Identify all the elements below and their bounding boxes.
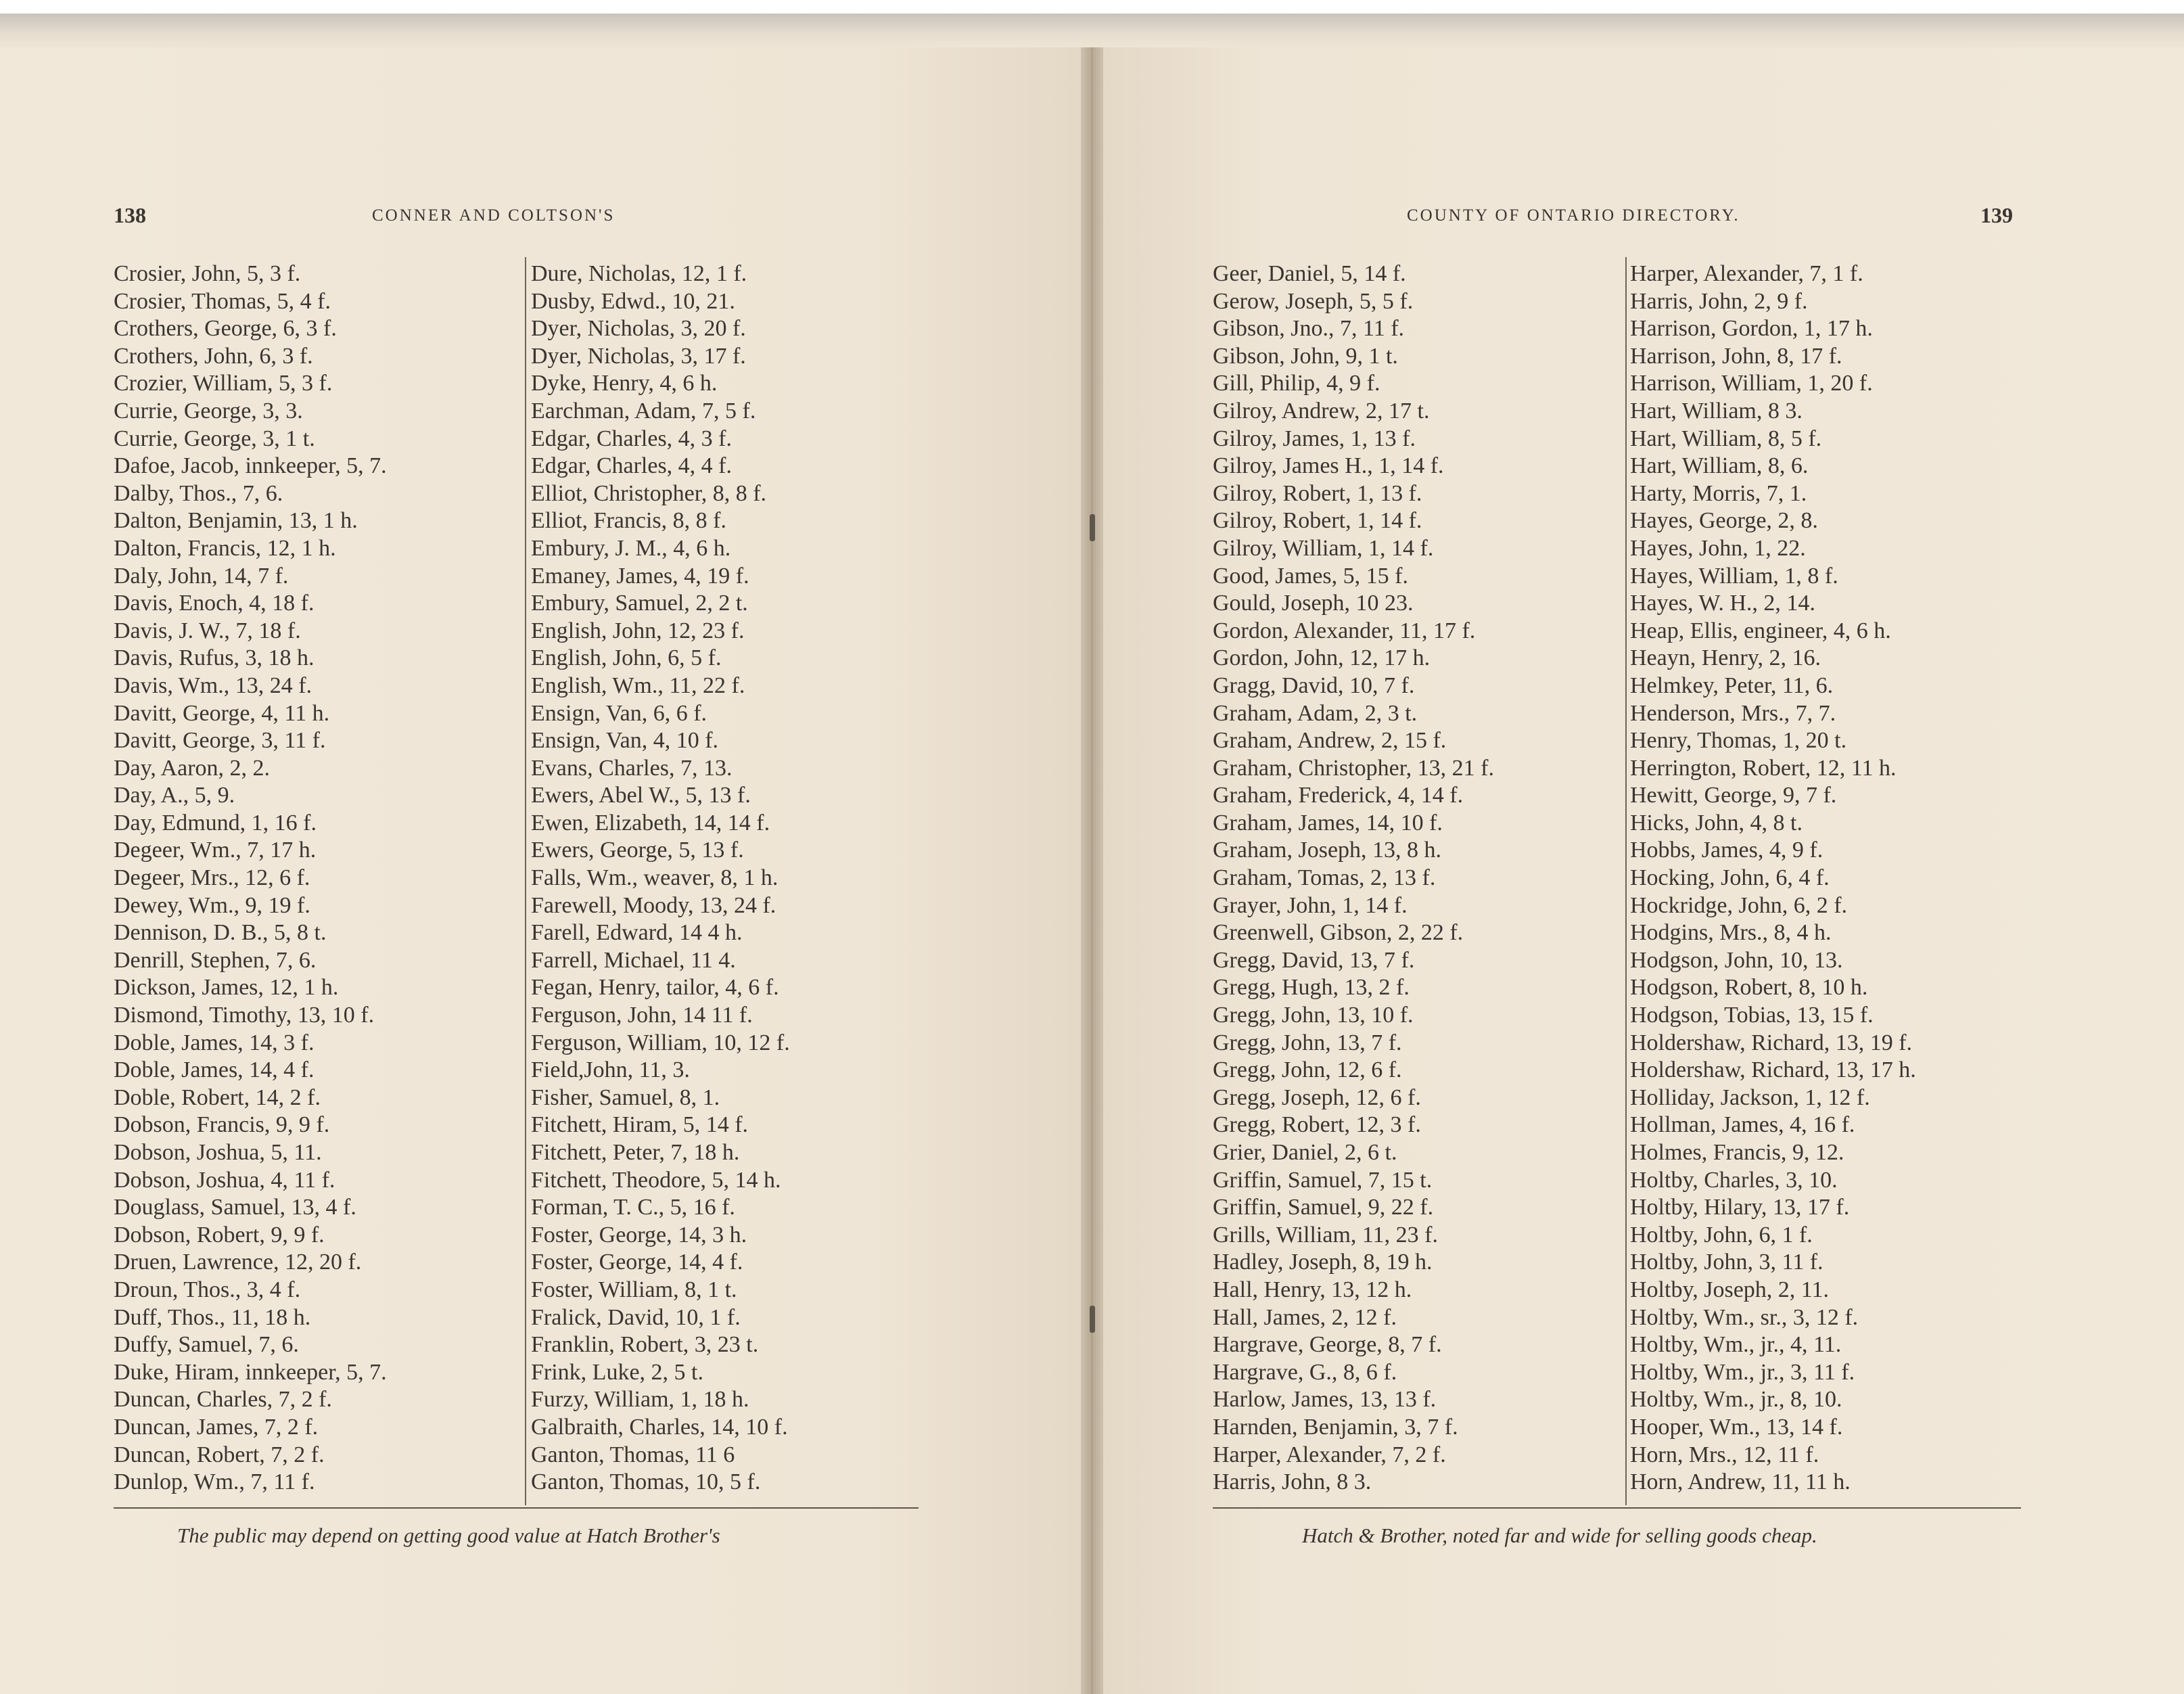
directory-entry: Dafoe, Jacob, innkeeper, 5, 7.: [114, 453, 387, 479]
directory-entry: Dismond, Timothy, 13, 10 f.: [114, 1003, 375, 1028]
directory-entry: Holtby, Wm., sr., 3, 12 f.: [1630, 1304, 1859, 1330]
directory-entry: Heayn, Henry, 2, 16.: [1630, 645, 1821, 671]
directory-entry: Harrison, Gordon, 1, 17 h.: [1630, 316, 1873, 342]
directory-entry: Henry, Thomas, 1, 20 t.: [1630, 728, 1847, 754]
footer-rule-right: [1213, 1507, 2021, 1509]
directory-entry: Farell, Edward, 14 4 h.: [531, 920, 743, 946]
directory-entry: Ganton, Thomas, 10, 5 f.: [531, 1469, 761, 1495]
directory-entry: Gilroy, James, 1, 13 f.: [1213, 426, 1416, 451]
left-column-1: [114, 260, 519, 1496]
directory-entry: Harnden, Benjamin, 3, 7 f.: [1213, 1414, 1458, 1440]
directory-entry: Holtby, Wm., jr., 8, 10.: [1630, 1387, 1842, 1413]
directory-entry: Horn, Andrew, 11, 11 h.: [1630, 1469, 1851, 1495]
directory-entry: Hooper, Wm., 13, 14 f.: [1630, 1414, 1843, 1440]
directory-entry: Graham, Frederick, 4, 14 f.: [1213, 783, 1464, 808]
directory-entry: Hart, William, 8 3.: [1630, 398, 1803, 424]
directory-entry: Duncan, Charles, 7, 2 f.: [114, 1387, 332, 1413]
directory-entry: Holliday, Jackson, 1, 12 f.: [1630, 1084, 1870, 1110]
directory-entry: Dyer, Nicholas, 3, 20 f.: [531, 316, 746, 342]
directory-entry: Denrill, Stephen, 7, 6.: [114, 947, 317, 973]
left-column-2: [531, 260, 937, 1496]
directory-entry: Horn, Mrs., 12, 11 f.: [1630, 1442, 1819, 1467]
directory-entry: Dobson, Joshua, 5, 11.: [114, 1140, 322, 1165]
directory-entry: Dobson, Robert, 9, 9 f.: [114, 1222, 325, 1247]
directory-entry: Hodgson, John, 10, 13.: [1630, 947, 1843, 973]
right-column-2: [1630, 260, 2036, 1496]
directory-entry: Frink, Luke, 2, 5 t.: [531, 1359, 703, 1385]
directory-entry: Hayes, William, 1, 8 f.: [1630, 563, 1838, 589]
directory-entry: Edgar, Charles, 4, 3 f.: [531, 426, 733, 451]
directory-entry: Gregg, John, 13, 7 f.: [1213, 1030, 1402, 1055]
directory-entry: Dure, Nicholas, 12, 1 f.: [531, 261, 747, 286]
directory-entry: Graham, Adam, 2, 3 t.: [1213, 700, 1418, 726]
page-number-right: 139: [1980, 203, 2013, 227]
directory-entry: Holtby, Hilary, 13, 17 f.: [1630, 1195, 1850, 1220]
directory-entry: Greenwell, Gibson, 2, 22 f.: [1213, 920, 1464, 946]
directory-entry: Graham, Christopher, 13, 21 f.: [1213, 755, 1495, 781]
directory-entry: Franklin, Robert, 3, 23 t.: [531, 1332, 759, 1358]
directory-entry: Dunlop, Wm., 7, 11 f.: [114, 1469, 315, 1495]
directory-entry: Holtby, Wm., jr., 3, 11 f.: [1630, 1359, 1855, 1385]
directory-entry: Henderson, Mrs., 7, 7.: [1630, 700, 1836, 726]
directory-entry: Embury, Samuel, 2, 2 t.: [531, 591, 748, 616]
directory-entry: Ewers, George, 5, 13 f.: [531, 838, 744, 863]
directory-entry: Hargrave, George, 8, 7 f.: [1213, 1332, 1442, 1358]
directory-entry: Hockridge, John, 6, 2 f.: [1630, 892, 1848, 918]
running-head-left: CONNER AND COLTSON'S: [372, 206, 615, 225]
directory-entry: Hayes, John, 1, 22.: [1630, 535, 1806, 561]
directory-entry: Gilroy, William, 1, 14 f.: [1213, 535, 1434, 561]
directory-entry: Harrison, William, 1, 20 f.: [1630, 371, 1873, 396]
directory-entry: Dyke, Henry, 4, 6 h.: [531, 371, 718, 396]
directory-entry: Herrington, Robert, 12, 11 h.: [1630, 755, 1897, 781]
directory-entry: Duncan, Robert, 7, 2 f.: [114, 1442, 325, 1467]
directory-entry: Hodgins, Mrs., 8, 4 h.: [1630, 920, 1832, 946]
directory-entry: Emaney, James, 4, 19 f.: [531, 563, 749, 589]
directory-entry: English, Wm., 11, 22 f.: [531, 672, 745, 698]
directory-entry: Harris, John, 2, 9 f.: [1630, 288, 1808, 314]
book-top-edge: [0, 14, 2184, 47]
directory-entry: Duncan, James, 7, 2 f.: [114, 1414, 319, 1440]
directory-entry: Galbraith, Charles, 14, 10 f.: [531, 1414, 788, 1440]
directory-entry: Gregg, John, 13, 10 f.: [1213, 1003, 1414, 1028]
directory-entry: Graham, James, 14, 10 f.: [1213, 810, 1443, 835]
directory-entry: Gragg, David, 10, 7 f.: [1213, 672, 1415, 698]
directory-entry: Earchman, Adam, 7, 5 f.: [531, 398, 756, 424]
directory-entry: Dyer, Nicholas, 3, 17 f.: [531, 343, 746, 369]
directory-entry: Crosier, Thomas, 5, 4 f.: [114, 288, 331, 314]
directory-entry: Gilroy, James H., 1, 14 f.: [1213, 453, 1444, 479]
directory-entry: Gilroy, Robert, 1, 14 f.: [1213, 508, 1422, 534]
directory-entry: Hodgson, Tobias, 13, 15 f.: [1630, 1003, 1874, 1028]
directory-entry: Fralick, David, 10, 1 f.: [531, 1304, 741, 1330]
directory-entry: Currie, George, 3, 1 t.: [114, 426, 315, 451]
directory-entry: Crosier, John, 5, 3 f.: [114, 261, 301, 286]
directory-entry: Dennison, D. B., 5, 8 t.: [114, 920, 327, 946]
directory-entry: Hayes, George, 2, 8.: [1630, 508, 1818, 534]
directory-entry: Harty, Morris, 7, 1.: [1630, 480, 1807, 506]
directory-entry: Gregg, David, 13, 7 f.: [1213, 947, 1415, 973]
directory-entry: Holtby, Charles, 3, 10.: [1630, 1167, 1838, 1193]
directory-entry: Hollman, James, 4, 16 f.: [1630, 1112, 1855, 1138]
directory-entry: Davis, Enoch, 4, 18 f.: [114, 591, 315, 616]
directory-entry: Hall, Henry, 13, 12 h.: [1213, 1277, 1412, 1302]
directory-entry: Gregg, Joseph, 12, 6 f.: [1213, 1084, 1421, 1110]
column-divider: [1625, 257, 1627, 1505]
directory-entry: Duff, Thos., 11, 18 h.: [114, 1304, 311, 1330]
directory-entry: Crothers, George, 6, 3 f.: [114, 316, 337, 342]
directory-entry: Ferguson, William, 10, 12 f.: [531, 1030, 790, 1055]
directory-entry: Dalby, Thos., 7, 6.: [114, 480, 283, 506]
directory-entry: Graham, Joseph, 13, 8 h.: [1213, 838, 1442, 863]
directory-entry: Holtby, Joseph, 2, 11.: [1630, 1277, 1830, 1302]
footer-right: Hatch & Brother, noted far and wide for selling goods cheap.: [1302, 1524, 1817, 1547]
directory-entry: Gordon, Alexander, 11, 17 f.: [1213, 618, 1476, 643]
directory-entry: Hobbs, James, 4, 9 f.: [1630, 838, 1823, 863]
directory-entry: Day, Edmund, 1, 16 f.: [114, 810, 317, 835]
directory-entry: Helmkey, Peter, 11, 6.: [1630, 672, 1834, 698]
directory-entry: Duke, Hiram, innkeeper, 5, 7.: [114, 1359, 387, 1385]
directory-entry: Ensign, Van, 4, 10 f.: [531, 728, 719, 754]
directory-entry: Harper, Alexander, 7, 2 f.: [1213, 1442, 1446, 1467]
column-divider: [525, 257, 526, 1505]
directory-entry: Fitchett, Hiram, 5, 14 f.: [531, 1112, 749, 1138]
directory-entry: Davitt, George, 3, 11 f.: [114, 728, 326, 754]
directory-entry: Gould, Joseph, 10 23.: [1213, 591, 1414, 616]
directory-entry: Doble, Robert, 14, 2 f.: [114, 1084, 321, 1110]
directory-entry: Dewey, Wm., 9, 19 f.: [114, 892, 310, 918]
directory-entry: Douglass, Samuel, 13, 4 f.: [114, 1195, 356, 1220]
directory-entry: Holdershaw, Richard, 13, 17 h.: [1630, 1057, 1916, 1083]
directory-entry: Holmes, Francis, 9, 12.: [1630, 1140, 1844, 1165]
directory-entry: Holtby, Wm., jr., 4, 11.: [1630, 1332, 1842, 1358]
directory-entry: Degeer, Wm., 7, 17 h.: [114, 838, 317, 863]
directory-entry: Hart, William, 8, 6.: [1630, 453, 1809, 479]
directory-entry: Gibson, Jno., 7, 11 f.: [1213, 316, 1405, 342]
directory-entry: Elliot, Christopher, 8, 8 f.: [531, 480, 767, 506]
directory-entry: Gilroy, Andrew, 2, 17 t.: [1213, 398, 1430, 424]
directory-entry: Crothers, John, 6, 3 f.: [114, 343, 313, 369]
directory-entry: Hodgson, Robert, 8, 10 h.: [1630, 975, 1868, 1001]
directory-entry: Currie, George, 3, 3.: [114, 398, 303, 424]
directory-entry: Forman, T. C., 5, 16 f.: [531, 1195, 735, 1220]
directory-entry: Daly, John, 14, 7 f.: [114, 563, 289, 589]
directory-entry: Gregg, Hugh, 13, 2 f.: [1213, 975, 1410, 1001]
directory-entry: Furzy, William, 1, 18 h.: [531, 1387, 749, 1413]
directory-entry: Embury, J. M., 4, 6 h.: [531, 535, 731, 561]
directory-entry: Fisher, Samuel, 8, 1.: [531, 1084, 720, 1110]
directory-entry: Fitchett, Peter, 7, 18 h.: [531, 1140, 740, 1165]
directory-entry: Crozier, William, 5, 3 f.: [114, 371, 333, 396]
directory-entry: Duffy, Samuel, 7, 6.: [114, 1332, 299, 1358]
footer-rule-left: [114, 1507, 919, 1509]
directory-entry: Dalton, Benjamin, 13, 1 h.: [114, 508, 358, 534]
directory-entry: English, John, 6, 5 f.: [531, 645, 722, 671]
directory-entry: Foster, George, 14, 4 f.: [531, 1250, 743, 1275]
directory-entry: Dalton, Francis, 12, 1 h.: [114, 535, 336, 561]
directory-entry: Holtby, John, 6, 1 f.: [1630, 1222, 1813, 1247]
directory-entry: Hewitt, George, 9, 7 f.: [1630, 783, 1837, 808]
directory-entry: Ganton, Thomas, 11 6: [531, 1442, 735, 1467]
directory-entry: Evans, Charles, 7, 13.: [531, 755, 733, 781]
binding-stitch: [1090, 514, 1095, 541]
directory-entry: Edgar, Charles, 4, 4 f.: [531, 453, 733, 479]
directory-entry: Grayer, John, 1, 14 f.: [1213, 892, 1408, 918]
binding-stitch: [1090, 1306, 1095, 1333]
directory-entry: Druen, Lawrence, 12, 20 f.: [114, 1250, 362, 1275]
directory-entry: Harrison, John, 8, 17 f.: [1630, 343, 1842, 369]
directory-entry: Gregg, Robert, 12, 3 f.: [1213, 1112, 1421, 1138]
page-number-left: 138: [114, 203, 146, 227]
right-column-1: [1213, 260, 1619, 1496]
directory-entry: Doble, James, 14, 3 f.: [114, 1030, 315, 1055]
directory-entry: Griffin, Samuel, 7, 15 t.: [1213, 1167, 1433, 1193]
directory-entry: Hadley, Joseph, 8, 19 h.: [1213, 1250, 1433, 1275]
directory-entry: Droun, Thos., 3, 4 f.: [114, 1277, 301, 1302]
directory-entry: Gordon, John, 12, 17 h.: [1213, 645, 1431, 671]
directory-entry: Day, A., 5, 9.: [114, 783, 235, 808]
directory-entry: Harris, John, 8 3.: [1213, 1469, 1372, 1495]
directory-entry: Gibson, John, 9, 1 t.: [1213, 343, 1398, 369]
directory-entry: Ewen, Elizabeth, 14, 14 f.: [531, 810, 770, 835]
book-spine: [1081, 47, 1103, 1694]
directory-entry: Gerow, Joseph, 5, 5 f.: [1213, 288, 1414, 314]
directory-entry: Degeer, Mrs., 12, 6 f.: [114, 865, 310, 891]
directory-entry: Harper, Alexander, 7, 1 f.: [1630, 261, 1863, 286]
directory-entry: Falls, Wm., weaver, 8, 1 h.: [531, 865, 779, 891]
directory-entry: Grills, William, 11, 23 f.: [1213, 1222, 1438, 1247]
directory-entry: Graham, Tomas, 2, 13 f.: [1213, 865, 1436, 891]
directory-entry: Harlow, James, 13, 13 f.: [1213, 1387, 1437, 1413]
directory-entry: Geer, Daniel, 5, 14 f.: [1213, 261, 1406, 286]
directory-entry: Ewers, Abel W., 5, 13 f.: [531, 783, 751, 808]
directory-entry: Graham, Andrew, 2, 15 f.: [1213, 728, 1447, 754]
directory-entry: English, John, 12, 23 f.: [531, 618, 745, 643]
directory-entry: Hocking, John, 6, 4 f.: [1630, 865, 1830, 891]
directory-entry: Grier, Daniel, 2, 6 t.: [1213, 1140, 1397, 1165]
directory-entry: Foster, George, 14, 3 h.: [531, 1222, 747, 1247]
running-head-right: COUNTY OF ONTARIO DIRECTORY.: [1407, 206, 1740, 225]
directory-entry: Davis, Wm., 13, 24 f.: [114, 672, 312, 698]
directory-entry: Doble, James, 14, 4 f.: [114, 1057, 315, 1083]
directory-entry: Hargrave, G., 8, 6 f.: [1213, 1359, 1397, 1385]
directory-entry: Fitchett, Theodore, 5, 14 h.: [531, 1167, 781, 1193]
directory-entry: Hall, James, 2, 12 f.: [1213, 1304, 1397, 1330]
directory-entry: Hayes, W. H., 2, 14.: [1630, 591, 1815, 616]
directory-entry: Dickson, James, 12, 1 h.: [114, 975, 339, 1001]
directory-entry: Heap, Ellis, engineer, 4, 6 h.: [1630, 618, 1891, 643]
directory-entry: Gill, Philip, 4, 9 f.: [1213, 371, 1380, 396]
directory-entry: Field,John, 11, 3.: [531, 1057, 690, 1083]
directory-entry: Davitt, George, 4, 11 h.: [114, 700, 330, 726]
directory-entry: Fegan, Henry, tailor, 4, 6 f.: [531, 975, 779, 1001]
directory-entry: Dobson, Francis, 9, 9 f.: [114, 1112, 330, 1138]
directory-entry: Hicks, John, 4, 8 t.: [1630, 810, 1803, 835]
directory-entry: Holtby, John, 3, 11 f.: [1630, 1250, 1823, 1275]
directory-entry: Ensign, Van, 6, 6 f.: [531, 700, 707, 726]
directory-entry: Holdershaw, Richard, 13, 19 f.: [1630, 1030, 1913, 1055]
directory-entry: Davis, Rufus, 3, 18 h.: [114, 645, 315, 671]
directory-entry: Hart, William, 8, 5 f.: [1630, 426, 1822, 451]
directory-entry: Farrell, Michael, 11 4.: [531, 947, 736, 973]
footer-left: The public may depend on getting good value at Hatch Brother's: [177, 1524, 720, 1547]
directory-entry: Gilroy, Robert, 1, 13 f.: [1213, 480, 1422, 506]
directory-entry: Elliot, Francis, 8, 8 f.: [531, 508, 726, 534]
directory-entry: Dusby, Edwd., 10, 21.: [531, 288, 735, 314]
directory-entry: Foster, William, 8, 1 t.: [531, 1277, 737, 1302]
directory-entry: Gregg, John, 12, 6 f.: [1213, 1057, 1402, 1083]
directory-entry: Ferguson, John, 14 11 f.: [531, 1003, 753, 1028]
directory-entry: Farewell, Moody, 13, 24 f.: [531, 892, 776, 918]
directory-entry: Good, James, 5, 15 f.: [1213, 563, 1408, 589]
directory-entry: Day, Aaron, 2, 2.: [114, 755, 271, 781]
directory-entry: Griffin, Samuel, 9, 22 f.: [1213, 1195, 1434, 1220]
directory-entry: Davis, J. W., 7, 18 f.: [114, 618, 301, 643]
directory-entry: Dobson, Joshua, 4, 11 f.: [114, 1167, 335, 1193]
